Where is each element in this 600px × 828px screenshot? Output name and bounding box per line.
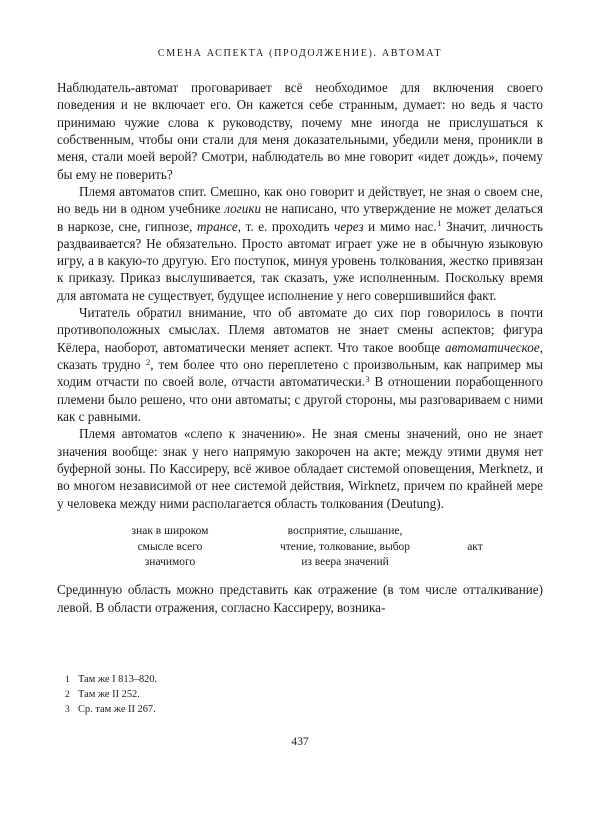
schema-col2-line2: чтение, толкование, выбор [279, 540, 411, 553]
paragraph-2-part-c: , т. е. проходить [237, 218, 335, 234]
paragraph-2-part-e: Значит, личность раздваивается? Не обязательно. Просто автомат играет уже не в обычную языковую игру, а в какую-то другую. Его поступок, минуя уровень толкования, жестко привязан к приказу. Приказ выслушивается, так сказать, уже исполненным. Поскольку время для автомата не существует, будущее исполнение у него совершившийся факт. [57, 218, 543, 303]
paragraph-3-part-d: В отношении порабощенного племени было решено, что они автоматы; с другой стороны, мы разговариваем с ними как с равными. [57, 374, 543, 424]
paragraph-5 [57, 581, 543, 616]
schema-col2-line3: из веера значений [301, 555, 389, 568]
paragraph-3-part-c: , тем более что оно переплетено с произвольным, как например мы ходим отчасти по своей воле, отчасти автоматически. [57, 357, 544, 390]
schema-column-sign [95, 524, 245, 570]
footnote-text: Там же II 252. [78, 689, 140, 701]
emphasis-logiki: логики [224, 201, 262, 217]
emphasis-avtomaticheskoe: автоматическое [445, 339, 540, 355]
schema-col1-line1: знак в широком [131, 525, 209, 538]
paragraph-1-text: Наблюдатель-автомат проговаривает всё необходимое для включения своего поведения и не включает его. Он кажется себе странным, думает: но ведь я часто принимаю чужие слова к руководству, почему мне иногда не прислушаться к собственным, чтобы они стали для меня доказательными, убедили меня, проникли в меня, стали моей верой? Смотри, наблюдатель во мне говорит «идет дождь», почему бы ему не поверить? [57, 80, 543, 182]
paragraph-3 [57, 304, 543, 425]
text-block [57, 79, 543, 616]
paragraph-5-text: Срединную область можно представить как отражение (в том числе отталкивание) левой. В области отражения, согласно Кассиреру, возника- [57, 582, 543, 615]
footnote-text: Ср. там же II 267. [78, 704, 156, 716]
schema-diagram [57, 524, 543, 570]
footnote-marker-2[interactable]: 2 [145, 356, 151, 367]
running-head: СМЕНА АСПЕКТА (ПРОДОЛЖЕНИЕ). АВТОМАТ [157, 48, 443, 59]
paragraph-2 [57, 183, 543, 304]
page-number: 437 [291, 735, 309, 748]
paragraph-2-part-b: не написано, что утверждение не может делаться в наркозе, сне, гипнозе, [57, 201, 543, 234]
paragraph-3-part-a: Читатель обратил внимание, что об автомате до сих пор говорилось в почти противоположных смыслах. Племя автоматов не знает смены аспектов; фигура Кёлера, наоборот, автоматически меняет аспект. Что такое вообще [57, 305, 543, 355]
footnote-number: 3 [65, 704, 70, 716]
schema-column-act [445, 524, 505, 554]
paragraph-4-text: Племя автоматов «слепо к значению». Не зная смены значений, оно не знает значения вообще: знак у него напрямую закорочен на акте; между этими двумя нет буферной зоны. По Кассиреру, всё живое обладает системой оповещения, Merknetz, и во многом независимой от нее системой действия, Wirknetz, причем по крайней мере у человека между ними располагается область толкования (Deutung). [57, 426, 543, 511]
schema-col2-line1: восприятие, слышание, [287, 525, 403, 538]
paragraph-3-part-b: , сказать трудно [57, 339, 543, 372]
schema-col1-line2: смысле всего [137, 540, 203, 553]
footnotes [57, 672, 543, 717]
footnote-item [57, 702, 543, 717]
paragraph-2-part-a: Племя автоматов спит. Смешно, как оно говорит и действует, не зная о своем сне, но ведь ни в одном учебнике [57, 183, 543, 217]
emphasis-cherez: через [334, 218, 364, 234]
footnote-marker-3[interactable]: 3 [365, 374, 370, 385]
footnote-item [57, 687, 543, 702]
footnote-number: 2 [65, 689, 70, 701]
paragraph-4 [57, 425, 543, 512]
schema-column-interpretation [245, 524, 445, 570]
footnote-text: Там же I 813–820. [78, 674, 158, 685]
footnote-marker-1[interactable]: 1 [437, 218, 442, 229]
paragraph-1 [57, 79, 543, 183]
footnote-number: 1 [65, 674, 70, 685]
schema-col3-line1: акт [467, 540, 483, 553]
footnote-item [57, 672, 543, 687]
paragraph-2-part-d: и мимо нас. [363, 218, 437, 234]
emphasis-transe: трансе [197, 218, 238, 234]
schema-col1-line3: значимого [144, 555, 196, 568]
